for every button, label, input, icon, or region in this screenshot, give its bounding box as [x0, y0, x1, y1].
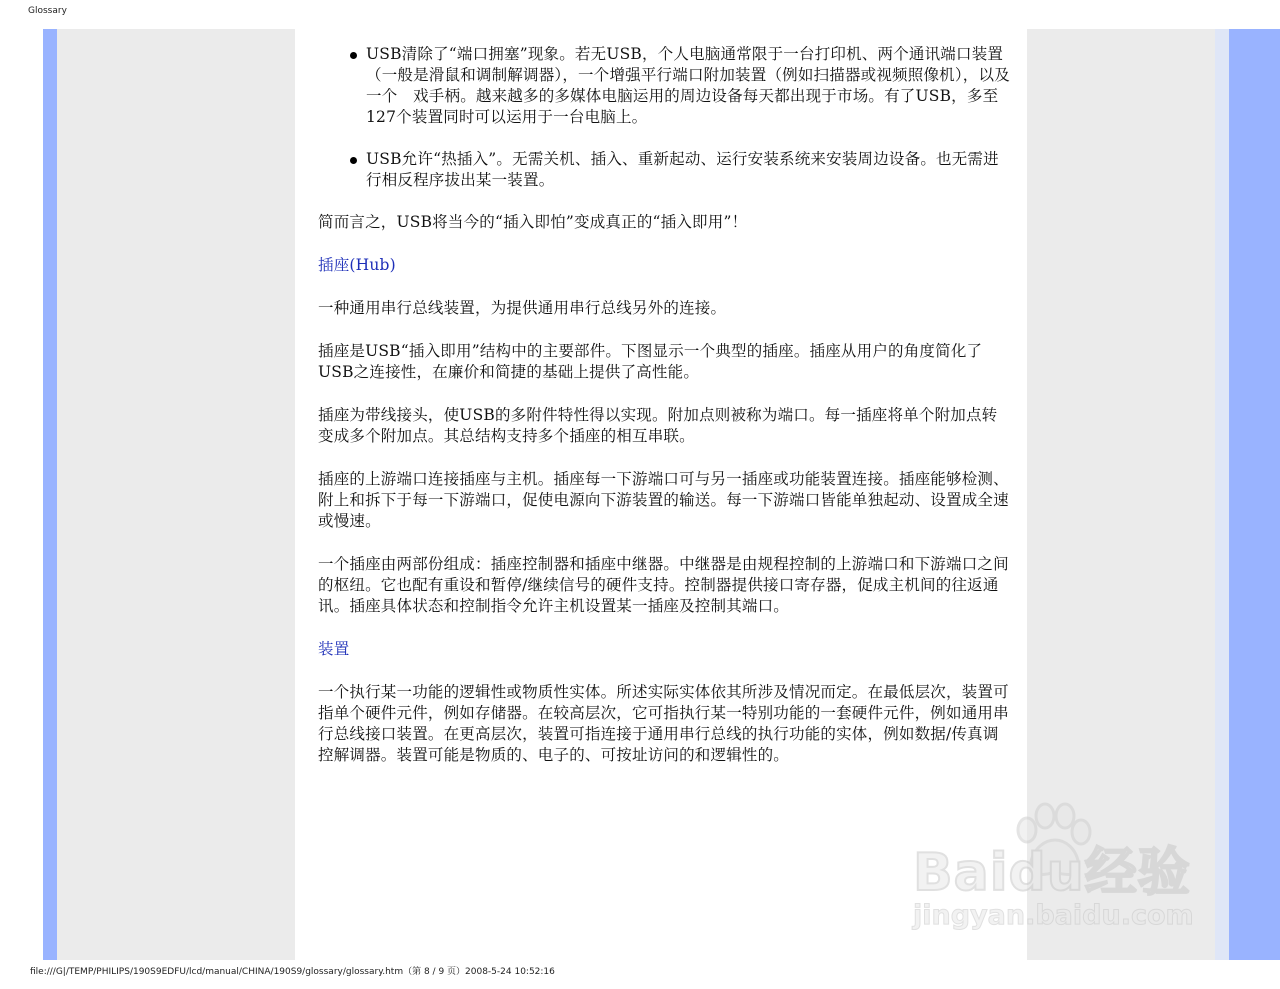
device-heading: 装置 [318, 640, 350, 658]
right-light-stripe [1215, 29, 1229, 960]
print-header-title: Glossary [28, 6, 67, 16]
list-item: USB清除了“端口拥塞”现象。若无USB，个人电脑通常限于一台打印机、两个通讯端口装置（一般是滑鼠和调制解调器），一个增强平行端口附加装置（例如扫描器或视频照像机），以及一个 戏手柄。越来越多的多媒体电脑运用的周边设备每天都出现于市场。有了USB，多至127个装置同时可以运用于一台电脑上。 [366, 45, 1010, 126]
document-body [318, 44, 1010, 788]
watermark-brand: Baidu经验 [913, 843, 1191, 903]
summary-paragraph: 简而言之，USB将当今的“插入即怕”变成真正的“插入即用”！ [318, 213, 748, 231]
hub-paragraph: 一个插座由两部份组成：插座控制器和插座中继器。中继器是由规程控制的上游端口和下游端口之间的枢纽。它也配有重设和暂停/继续信号的硬件支持。控制器提供接口寄存器，促成主机间的往返通讯。插座具体状态和控制指令允许主机设置某一插座及控制其端口。 [318, 555, 1009, 615]
baidu-watermark [905, 800, 1215, 940]
hub-paragraph: 一种通用串行总线装置，为提供通用串行总线另外的连接。 [318, 299, 727, 317]
usb-benefits-list [318, 44, 1010, 191]
list-item: USB允许“热插入”。无需关机、插入、重新起动、运行安装系统来安装周边设备。也无需进行相反程序拔出某一装置。 [366, 149, 1010, 191]
hub-paragraph: 插座的上游端口连接插座与主机。插座每一下游端口可与另一插座或功能装置连接。插座能够检测、附上和拆下于每一下游端口，促使电源向下游装置的输送。每一下游端口皆能单独起动、设置成全速或慢速。 [318, 470, 1009, 530]
hub-paragraph: 插座为带线接头，使USB的多附件特性得以实现。附加点则被称为端口。每一插座将单个附加点转变成多个附加点。其总结构支持多个插座的相互串联。 [318, 406, 998, 445]
left-blue-stripe [43, 29, 57, 960]
hub-paragraph: 插座是USB“插入即用”结构中的主要部件。下图显示一个典型的插座。插座从用户的角度简化了USB之连接性，在廉价和简捷的基础上提供了高性能。 [318, 342, 983, 381]
hub-heading: 插座(Hub) [318, 256, 396, 274]
watermark-url: jingyan.baidu.com [913, 900, 1194, 931]
print-footer-path: file:///G|/TEMP/PHILIPS/190S9EDFU/lcd/manual/CHINA/190S9/glossary/glossary.htm（第 8 / 9 页）2008-5-24 10:52:16 [30, 967, 555, 977]
left-gray-margin [57, 29, 295, 960]
right-blue-stripe [1229, 29, 1280, 960]
device-paragraph: 一个执行某一功能的逻辑性或物质性实体。所述实际实体依其所涉及情况而定。在最低层次，装置可指单个硬件元件，例如存储器。在较高层次，它可指执行某一特别功能的一套硬件元件，例如通用串行总线接口装置。在更高层次，装置可指连接于通用串行总线的执行功能的实体，例如数据/传真调控解调器。装置可能是物质的、电子的、可按址访问的和逻辑性的。 [318, 683, 1009, 764]
